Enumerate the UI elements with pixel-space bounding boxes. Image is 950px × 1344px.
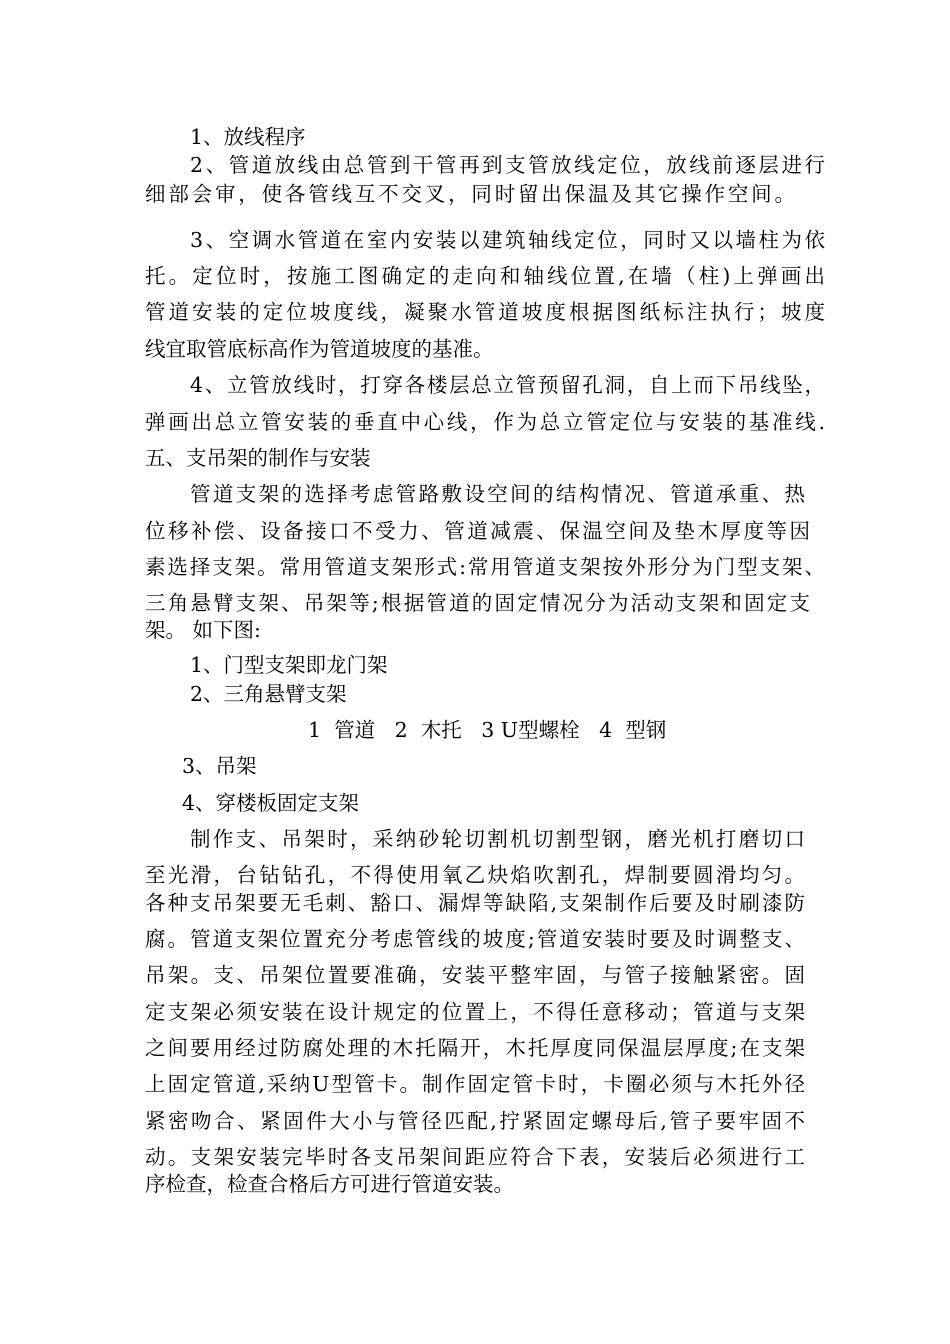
paragraph-line: 托。定位时，按施工图确定的走向和轴线位置,在墙（柱)上弹画出	[145, 264, 825, 288]
paragraph-line: 序检查，检查合格后方可进行管道安装。	[145, 1172, 514, 1196]
list-item: 2、三角悬臂支架	[190, 682, 347, 706]
paragraph-line: 定支架必须安装在设计规定的位置上，不得任意移动；管道与支架	[145, 1000, 805, 1024]
paragraph-line: 制作支、吊架时，采纳砂轮切割机切割型钢，磨光机打磨切口	[190, 827, 805, 851]
paragraph-line: 三角悬臂支架、吊架等;根据管道的固定情况分为活动支架和固定支	[145, 591, 810, 615]
paragraph-line: 管道安装的定位坡度线，凝聚水管道坡度根据图纸标注执行；坡度	[145, 300, 825, 324]
paragraph-line: 细部会审，使各管线互不交叉，同时留出保温及其它操作空间。	[145, 182, 795, 206]
paragraph-line: 素选择支架。常用管道支架形式:常用管道支架按外形分为门型支架、	[145, 555, 825, 579]
list-item: 3、吊架	[182, 754, 257, 778]
paragraph-line: 之间要用经过防腐处理的木托隔开，木托厚度同保温层厚度;在支架	[145, 1036, 805, 1060]
list-item: 1、门型支架即龙门架	[190, 653, 388, 677]
paragraph-line: 位移补偿、设备接口不受力、管道减震、保温空间及垫木厚度等因	[145, 519, 810, 543]
paragraph-line: 架。 如下图:	[145, 618, 261, 642]
list-item: 4、穿楼板固定支架	[182, 791, 360, 815]
paragraph-line: 吊架。支、吊架位置要准确，安装平整牢固，与管子接触紧密。固	[145, 963, 805, 987]
paragraph-line: 2、管道放线由总管到干管再到支管放线定位，放线前逐层进行	[190, 153, 825, 177]
paragraph-line: 至光滑，台钻钻孔，不得使用氧乙炔焰吹割孔，焊制要圆滑均匀。	[145, 863, 805, 887]
figure-caption: 1 管道 2 木托 3 U型螺栓 4 型钢	[308, 718, 667, 742]
paragraph-line: 各种支吊架要无毛刺、豁口、漏焊等缺陷,支架制作后要及时刷漆防	[145, 891, 805, 915]
paragraph-line: 3、空调水管道在室内安装以建筑轴线定位，同时又以墙柱为依	[190, 228, 825, 252]
paragraph-line: 腐。管道支架位置充分考虑管线的坡度;管道安装时要及时调整支、	[145, 927, 805, 951]
section-heading: 五、支吊架的制作与安装	[145, 446, 371, 470]
paragraph-line: 管道支架的选择考虑管路敷设空间的结构情况、管道承重、热	[190, 482, 805, 506]
paragraph-line: 1、放线程序	[190, 125, 306, 149]
paragraph-line: 紧密吻合、紧固件大小与管径匹配,拧紧固定螺母后,管子要牢固不	[145, 1109, 805, 1133]
paragraph-line: 动。支架安装完毕时各支吊架间距应符合下表，安装后必须进行工	[145, 1145, 805, 1169]
paragraph-line: 4、立管放线时，打穿各楼层总立管预留孔洞，自上而下吊线坠，	[190, 373, 825, 397]
paragraph-line: 上固定管道,采纳U型管卡。制作固定管卡时，卡圈必须与木托外径	[145, 1072, 805, 1096]
paragraph-line: 弹画出总立管安装的垂直中心线，作为总立管定位与安装的基准线.	[145, 410, 825, 434]
paragraph-line: 线宜取管底标高作为管道坡度的基准。	[145, 337, 494, 361]
